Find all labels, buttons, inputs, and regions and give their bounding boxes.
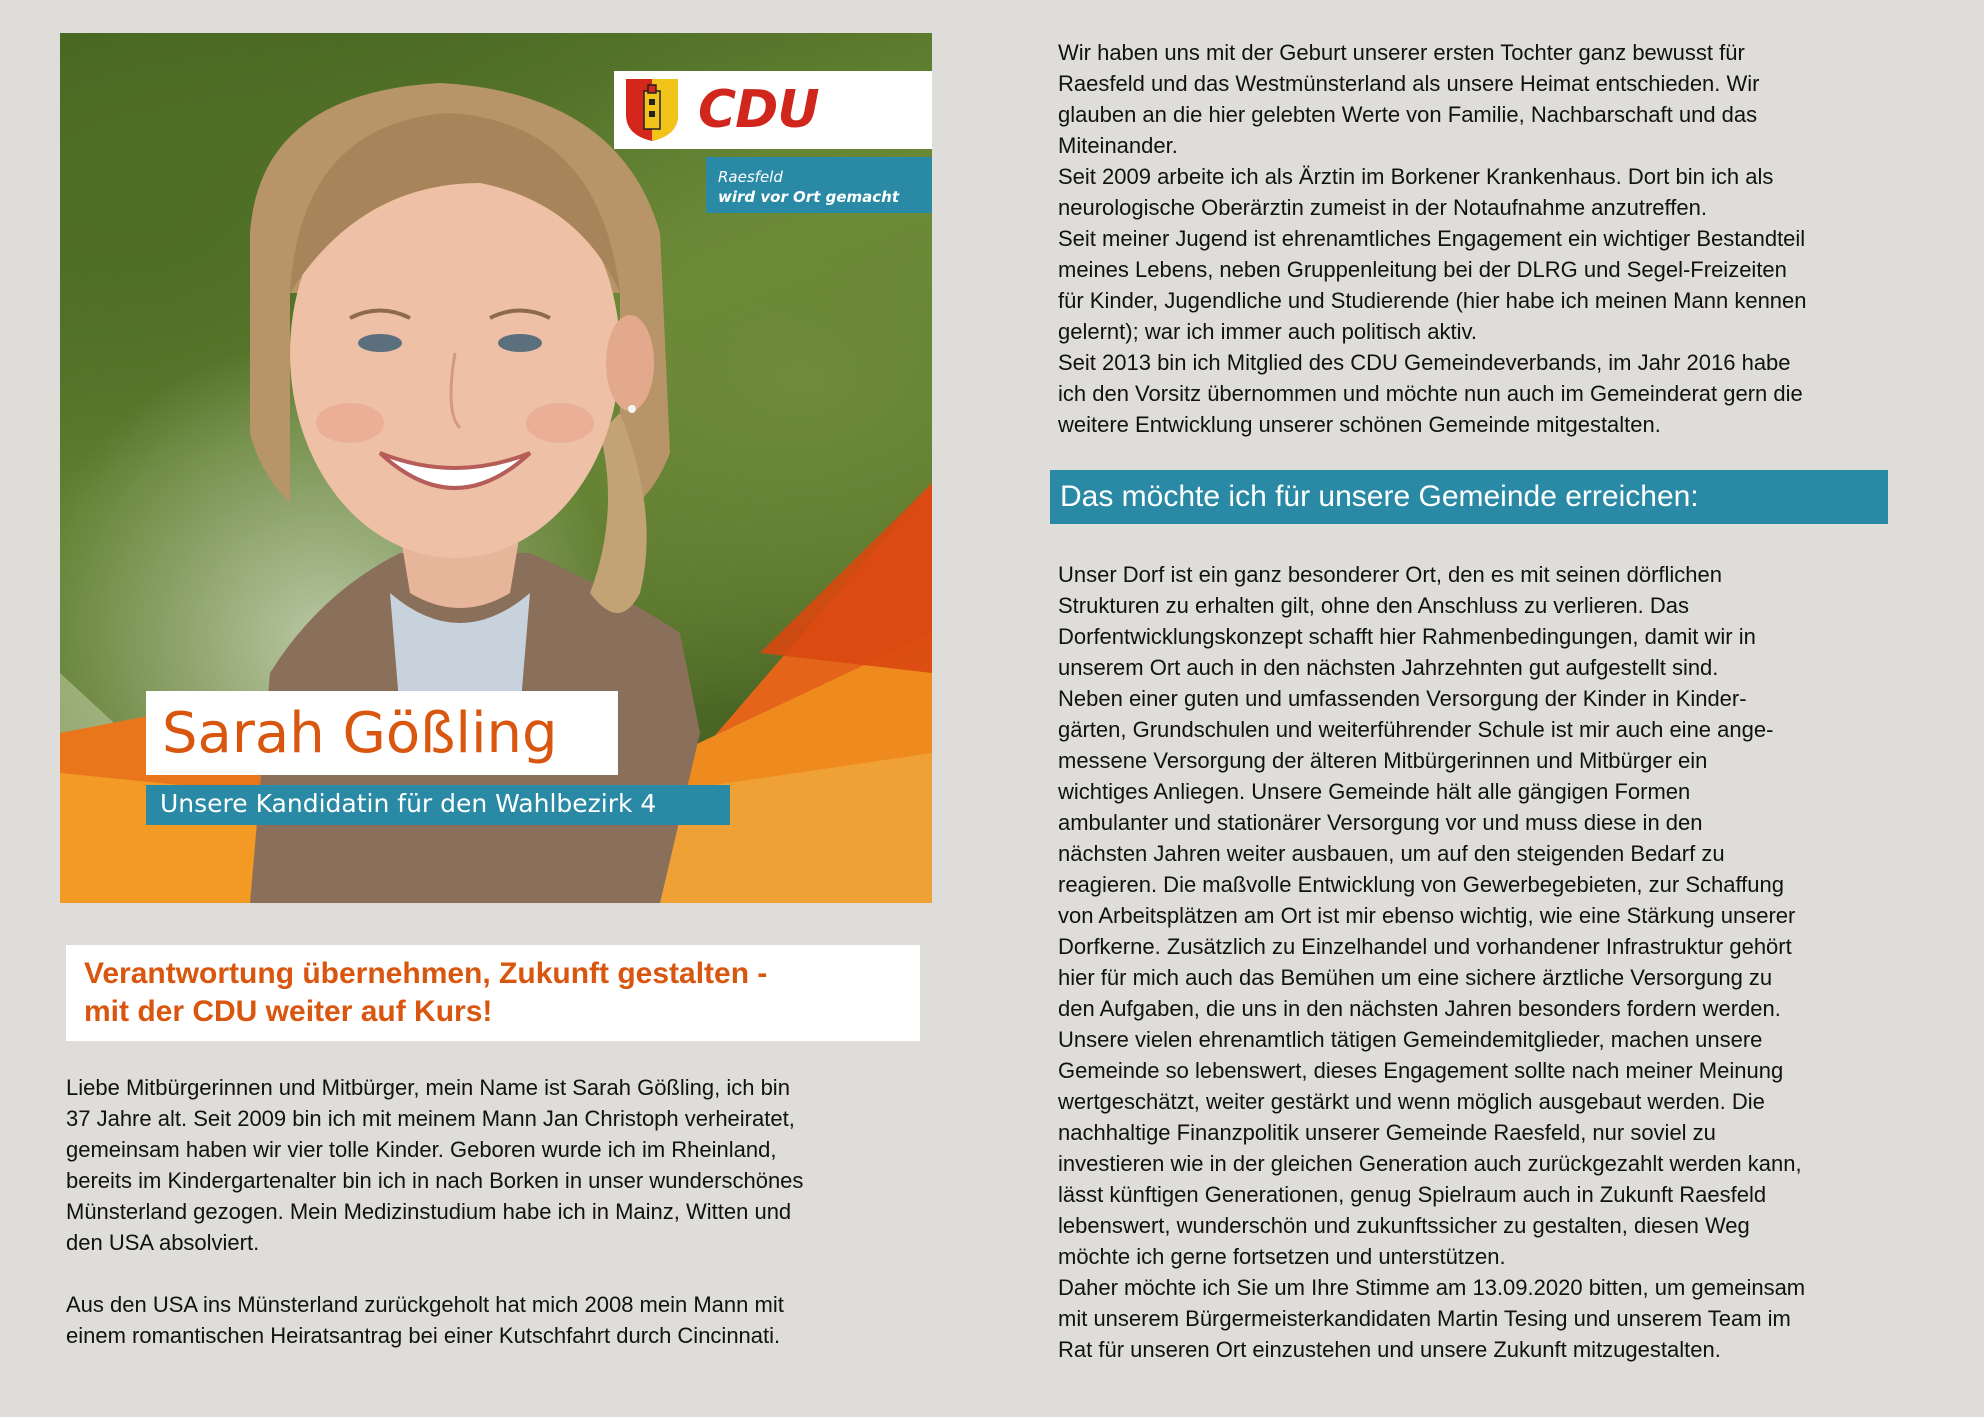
cdu-logo-text: CDU xyxy=(698,80,819,140)
usa-paragraph: Aus den USA ins Münsterland zurückgeholt hat mich 2008 mein Mann mit einem romantischen Heiratsantrag bei einer Kutschfahrt durch Cincinnati. xyxy=(66,1292,784,1348)
campaign-slogan xyxy=(66,945,920,1041)
intro-paragraph: Liebe Mitbürgerinnen und Mitbürger, mein Name ist Sarah Gößling, ich bin 37 Jahre alt. Seit 2009 bin ich mit meinem Mann Jan Christoph verheiratet, gemeinsam haben wir vier tolle Kinder. Geboren wurde ich im Rheinland, bereits im Kindergartenalter bin ich in nach Borken in unser wunderschönes Münsterland gezogen. Mein Medizinstudium habe ich in Mainz, Witten und den USA absolviert. xyxy=(66,1075,804,1255)
candidate-poster xyxy=(60,33,932,903)
raesfeld-crest-icon xyxy=(624,77,680,143)
tagline-place: Raesfeld xyxy=(718,168,783,186)
cdu-logo xyxy=(614,71,932,149)
goals-heading: Das möchte ich für unsere Gemeinde erreichen: xyxy=(1050,470,1888,524)
tagline-motto: wird vor Ort gemacht xyxy=(718,188,900,206)
slogan-text: Verantwortung übernehmen, Zukunft gestalten - mit der CDU weiter auf Kurs! xyxy=(84,957,768,1028)
candidate-subtitle: Unsere Kandidatin für den Wahlbezirk 4 xyxy=(146,785,730,825)
biography-paragraph: Wir haben uns mit der Geburt unserer ersten Tochter ganz bewusst für Raesfeld und das Westmünsterland als unsere Heimat entschieden. Wir glauben an die hier gelebten Werte von Familie, Nachbarschaft und das Miteinander. Seit 2009 arbeite ich als Ärztin im Borkener Krankenhaus. Dort bin ich als neurologische Oberärztin zumeist in der Notaufnahme anzutreffen. Seit meiner Jugend ist ehrenamtliches Engagement ein wichtiger Bestandteil meines Lebens, neben Gruppenleitung bei der DLRG und Segel-Freizeiten für Kinder, Jugendliche und Studierende (hier habe ich meinen Mann kennen gelernt); war ich immer auch politisch aktiv. Seit 2013 bin ich Mitglied des CDU Gemeindeverbands, im Jahr 2016 habe ich den Vorsitz übernommen und möchte nun auch im Gemeinderat gern die weitere Entwicklung unserer schönen Gemeinde mitgestalten. xyxy=(1058,40,1807,437)
goals-paragraph: Unser Dorf ist ein ganz besonderer Ort, den es mit seinen dörflichen Strukturen zu erhalten gilt, ohne den Anschluss zu verlieren. Das Dorfentwicklungskonzept schafft hier Rahmenbedingungen, damit wir in unserem Ort auch in den nächsten Jahrzehnten gut aufgestellt sind. Neben einer guten und umfassenden Versorgung der Kinder in Kinder- gärten, Grundschulen und weiterführender Schule ist mir auch eine ange- messene Versorgung der älteren Mitbürgerinnen und Mitbürger ein wichtiges Anliegen. Unsere Gemeinde hält alle gängigen Formen ambulanter und stationärer Versorgung vor und muss diese in den nächsten Jahren weiter ausbauen, um auf den steigenden Bedarf zu reagieren. Die maßvolle Entwicklung von Gewerbegebieten, zur Schaffung von Arbeitsplätzen am Ort ist mir ebenso wichtig, wie eine Stärkung unserer Dorfkerne. Zusätzlich zu Einzelhandel und vorhandener Infrastruktur gehört hier für mich auch das Bemühen um eine sichere ärztliche Versorgung zu den Aufgaben, die uns in den nächsten Jahren besonders fordern werden. Unsere vielen ehrenamtlich tätigen Gemeindemitglieder, machen unsere Gemeinde so lebenswert, dieses Engagement sollte nach meiner Meinung wertgeschätzt, weiter gestärkt und wenn möglich ausgebaut werden. Die nachhaltige Finanzpolitik unserer Gemeinde Raesfeld, nur soviel zu investieren wie in der gleichen Generation auch zurückgezahlt werden kann, lässt künftigen Generationen, genug Spielraum auch in Zukunft Raesfeld lebenswert, wunderschön und zukunftssicher zu gestalten, diesen Weg möchte ich gerne fortsetzen und unterstützen. Daher möchte ich Sie um Ihre Stimme am 13.09.2020 bitten, um gemeinsam mit unserem Bürgermeisterkandidaten Martin Tesing und unserem Team im Rat für unseren Ort einzustehen und unsere Zukunft mitzugestalten. xyxy=(1058,562,1806,1362)
raesfeld-tagline xyxy=(706,157,932,213)
candidate-name: Sarah Gößling xyxy=(146,691,618,775)
